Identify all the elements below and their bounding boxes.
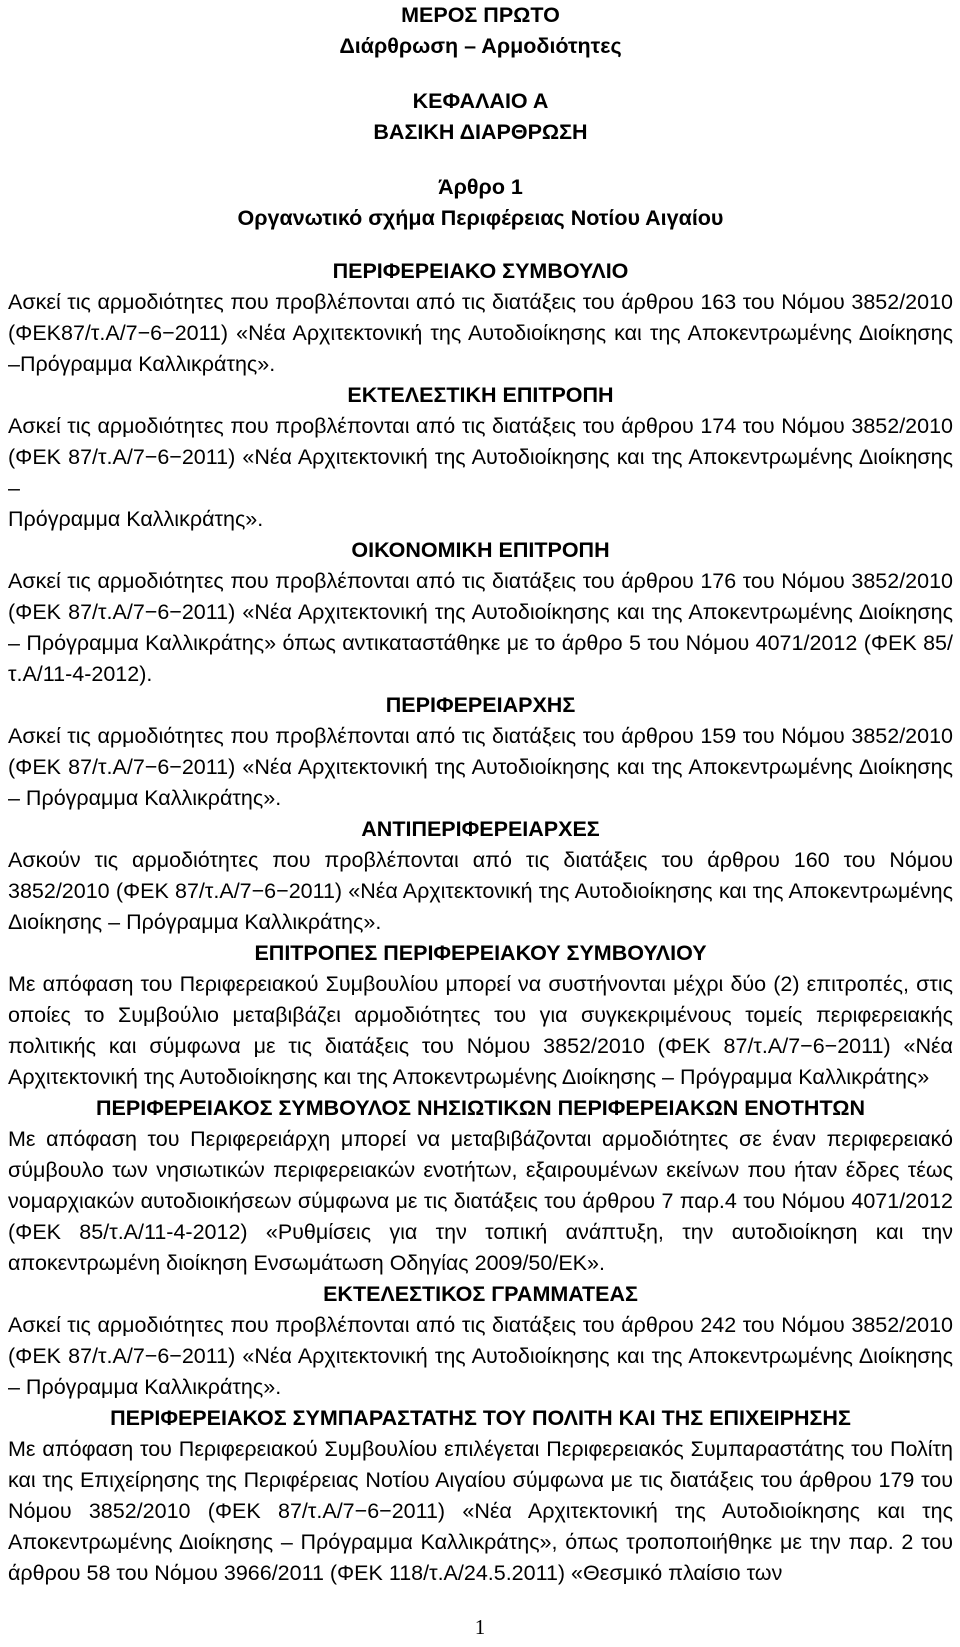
section-finance-committee [8,535,953,690]
section-text-tail: Πρόγραμμα Καλλικράτης». [8,507,264,531]
chapter-subtitle: ΒΑΣΙΚΗ ΔΙΑΡΘΡΩΣΗ [373,120,588,144]
section-heading: ΟΙΚΟΝΟΜΙΚΗ ΕΠΙΤΡΟΠΗ [351,538,610,562]
section-text: Ασκεί τις αρμοδιότητες που προβλέπονται από τις διατάξεις του άρθρου 176 του Νόμου 3852/2010 (ΦΕΚ 87/τ.Α/7−6−2011) «Νέα Αρχιτεκτονική της Αυτοδιοίκησης και της Αποκεντρωμένης Διοίκησης – Πρόγραμμα Καλλικράτης» όπως αντικαταστάθηκε με το άρθρο 5 του Νόμου 4071/2012 (ΦΕΚ 85/τ.Α/11-4-2012). [8,569,953,686]
section-heading: ΑΝΤΙΠΕΡΙΦΕΡΕΙΑΡΧΕΣ [361,817,600,841]
section-text: Ασκεί τις αρμοδιότητες που προβλέπονται από τις διατάξεις του άρθρου 242 του Νόμου 3852/2010 (ΦΕΚ 87/τ.Α/7−6−2011) «Νέα Αρχιτεκτονική της Αυτοδιοίκησης και της Αποκεντρωμένης Διοίκησης – Πρόγραμμα Καλλικράτης». [8,1313,953,1399]
section-heading: ΠΕΡΙΦΕΡΕΙΑΚΟΣ ΣΥΜΠΑΡΑΣΤΑΤΗΣ ΤΟΥ ΠΟΛΙΤΗ ΚΑΙ ΤΗΣ ΕΠΙΧΕΙΡΗΣΗΣ [110,1406,851,1430]
section-text: Ασκεί τις αρμοδιότητες που προβλέπονται από τις διατάξεις του άρθρου 159 του Νόμου 3852/2010 (ΦΕΚ 87/τ.Α/7−6−2011) «Νέα Αρχιτεκτονική της Αυτοδιοίκησης και της Αποκεντρωμένης Διοίκησης – Πρόγραμμα Καλλικράτης». [8,724,953,810]
section-heading: ΠΕΡΙΦΕΡΕΙΑΚΟΣ ΣΥΜΒΟΥΛΟΣ ΝΗΣΙΩΤΙΚΩΝ ΠΕΡΙΦΕΡΕΙΑΚΩΝ ΕΝΟΤΗΤΩΝ [96,1096,865,1120]
section-heading: ΕΠΙΤΡΟΠΕΣ ΠΕΡΙΦΕΡΕΙΑΚΟΥ ΣΥΜΒΟΥΛΙΟΥ [254,941,707,965]
section-council-committees [8,938,953,1093]
page-number: 1 [474,1615,486,1639]
section-heading: ΕΚΤΕΛΕΣΤΙΚΗ ΕΠΙΤΡΟΠΗ [347,383,614,407]
section-island-councillor [8,1093,953,1279]
document-body [8,0,953,1589]
section-deputy-governors [8,814,953,938]
section-heading: ΕΚΤΕΛΕΣΤΙΚΟΣ ΓΡΑΜΜΑΤΕΑΣ [323,1282,638,1306]
section-text: Ασκεί τις αρμοδιότητες που προβλέπονται από τις διατάξεις του άρθρου 163 του Νόμου 3852/2010 (ΦΕΚ87/τ.Α/7−6−2011) «Νέα Αρχιτεκτονική της Αυτοδιοίκησης και της Αποκεντρωμένης Διοίκησης –Πρόγραμμα Καλλικράτης». [8,290,953,376]
article-title: Οργανωτικό σχήμα Περιφέρειας Νοτίου Αιγαίου [237,206,724,230]
section-executive-secretary [8,1279,953,1403]
section-text: Με απόφαση του Περιφερειάρχη μπορεί να μεταβιβάζονται αρμοδιότητες σε έναν περιφερειακό σύμβουλο των νησιωτικών περιφερειακών ενοτήτων, εξαιρουμένων εκείνων που ήταν έδρες τέως νομαρχιακών αυτοδιοικήσεων σύμφωνα με τις διατάξεις του άρθρου 7 παρ.4 του Νόμου 4071/2012 (ΦΕΚ 85/τ.Α/11-4-2012) «Ρυθμίσεις για την τοπική ανάπτυξη, την αυτοδιοίκηση και την αποκεντρωμένη διοίκηση Ενσωμάτωση Οδηγίας 2009/50/ΕΚ». [8,1127,953,1275]
section-executive-committee [8,380,953,535]
section-regional-governor [8,690,953,814]
section-text: Με απόφαση του Περιφερειακού Συμβουλίου επιλέγεται Περιφερειακός Συμπαραστάτης του Πολίτη και της Επιχείρησης της Περιφέρειας Νοτίου Αιγαίου σύμφωνα με τις διατάξεις του άρθρου 179 του Νόμου 3852/2010 (ΦΕΚ 87/τ.Α/7−6−2011) «Νέα Αρχιτεκτονική της Αυτοδιοίκησης και της Αποκεντρωμένης Διοίκησης – Πρόγραμμα Καλλικράτης», όπως τροποποιήθηκε με την παρ. 2 του άρθρου 58 του Νόμου 3966/2011 (ΦΕΚ 118/τ.Α/24.5.2011) «Θεσμικό πλαίσιο των [8,1437,953,1585]
section-text: Με απόφαση του Περιφερειακού Συμβουλίου μπορεί να συστήνονται μέχρι δύο (2) επιτροπές, στις οποίες το Συμβούλιο μεταβιβάζει αρμοδιότητες του για συγκεκριμένους τομείς περιφερειακής πολιτικής και σύμφωνα με τις διατάξεις του Νόμου 3852/2010 (ΦΕΚ 87/τ.Α/7−6−2011) «Νέα Αρχιτεκτονική της Αυτοδιοίκησης και της Αποκεντρωμένης Διοίκησης – Πρόγραμμα Καλλικράτης» [8,972,953,1089]
part-title: ΜΕΡΟΣ ΠΡΩΤΟ [401,3,560,27]
section-text: Ασκεί τις αρμοδιότητες που προβλέπονται από τις διατάξεις του άρθρου 174 του Νόμου 3852/2010 (ΦΕΚ 87/τ.Α/7−6−2011) «Νέα Αρχιτεκτονική της Αυτοδιοίκησης και της Αποκεντρωμένης Διοίκησης – [8,414,953,500]
section-heading: ΠΕΡΙΦΕΡΕΙΑΚΟ ΣΥΜΒΟΥΛΙΟ [332,259,629,283]
section-regional-council [8,256,953,380]
article-number: Άρθρο 1 [438,175,523,199]
section-heading: ΠΕΡΙΦΕΡΕΙΑΡΧΗΣ [385,693,576,717]
part-subtitle: Διάρθρωση – Αρμοδιότητες [339,34,622,58]
section-text: Ασκούν τις αρμοδιότητες που προβλέπονται από τις διατάξεις του άρθρου 160 του Νόμου 3852/2010 (ΦΕΚ 87/τ.Α/7−6−2011) «Νέα Αρχιτεκτονική της Αυτοδιοίκησης και της Αποκεντρωμένης Διοίκησης – Πρόγραμμα Καλλικράτης». [8,848,953,934]
section-ombudsman [8,1403,953,1589]
chapter-title: ΚΕΦΑΛΑΙΟ Α [412,89,549,113]
